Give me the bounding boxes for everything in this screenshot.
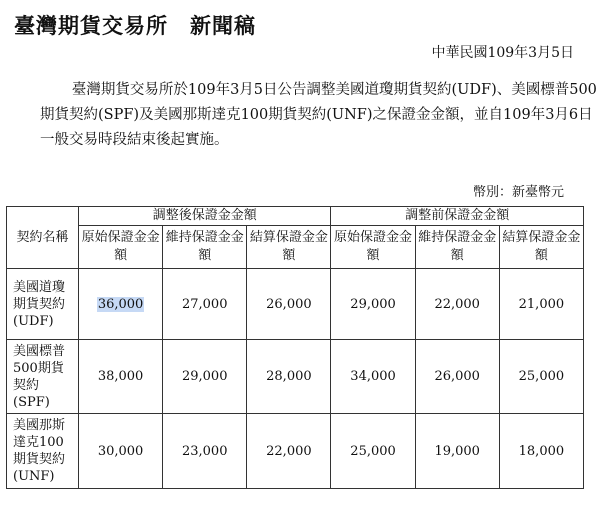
after-original-margin-cell: 38,000 [79,340,163,414]
after-original-margin-header: 原始保證金金額 [79,226,163,269]
release-date: 中華民國109年3月5日 [431,45,574,61]
contract-name-line: 美國道瓊 [13,279,66,295]
contract-name-line: 期貨契約 [13,452,66,467]
contract-name-line: 期貨契約 [13,296,66,312]
contract-name-line: 美國標普 [13,343,66,359]
contract-name-line: 美國那斯 [13,418,66,433]
after-maintenance-margin-cell: 29,000 [163,340,247,414]
after-original-margin-cell: 30,000 [79,414,163,489]
before-original-margin-cell: 25,000 [331,414,415,489]
before-original-margin-cell: 34,000 [331,340,415,414]
before-original-margin-header: 原始保證金金額 [331,226,415,269]
table-row [7,414,584,489]
after-settlement-margin-header: 結算保證金金額 [247,226,331,269]
selected-text[interactable]: 36,000 [97,296,144,312]
contract-name-cell [7,269,79,340]
after-maintenance-margin-header: 維持保證金金額 [163,226,247,269]
after-adjustment-header: 調整後保證金金額 [79,207,331,226]
before-settlement-margin-cell: 18,000 [499,414,583,489]
after-original-margin-cell[interactable] [79,269,163,340]
before-settlement-margin-cell: 25,000 [499,340,583,414]
table-row [7,340,584,414]
before-settlement-margin-cell: 21,000 [499,269,583,340]
press-release-title [14,10,256,40]
contract-name-line: (UNF) [13,469,55,484]
press-release-label: 新聞稿 [190,13,256,38]
contract-name-line: 500期貨 [13,360,64,376]
after-settlement-margin-cell: 26,000 [247,269,331,340]
before-original-margin-cell: 29,000 [331,269,415,340]
table-row [7,269,584,340]
before-maintenance-margin-cell: 26,000 [415,340,499,414]
announcement-body [40,78,600,153]
contract-name-cell [7,340,79,414]
contract-name-line: (SPF) [13,394,50,410]
after-maintenance-margin-cell: 27,000 [163,269,247,340]
before-maintenance-margin-cell: 22,000 [415,269,499,340]
after-settlement-margin-cell: 22,000 [247,414,331,489]
contract-name-line: 契約 [13,377,40,393]
contract-header: 契約名稱 [7,207,79,269]
after-maintenance-margin-cell: 23,000 [163,414,247,489]
announcement-paragraph: 臺灣期貨交易所於109年3月5日公告調整美國道瓊期貨契約(UDF)、美國標普500期貨契約(SPF)及美國那斯達克100期貨契約(UNF)之保證金金額，並自109年3月6日一般交易時段結束後起實施。 [40,82,597,148]
contract-name-line: (UDF) [13,313,54,329]
currency-note: 幣別：新臺幣元 [472,185,564,200]
contract-name-line: 達克100 [13,435,64,450]
before-maintenance-margin-cell: 19,000 [415,414,499,489]
before-settlement-margin-header: 結算保證金金額 [499,226,583,269]
after-settlement-margin-cell: 28,000 [247,340,331,414]
exchange-name: 臺灣期貨交易所 [14,13,168,38]
before-adjustment-header: 調整前保證金金額 [331,207,584,226]
contract-name-cell [7,414,79,489]
margin-table [6,206,584,489]
before-maintenance-margin-header: 維持保證金金額 [415,226,499,269]
